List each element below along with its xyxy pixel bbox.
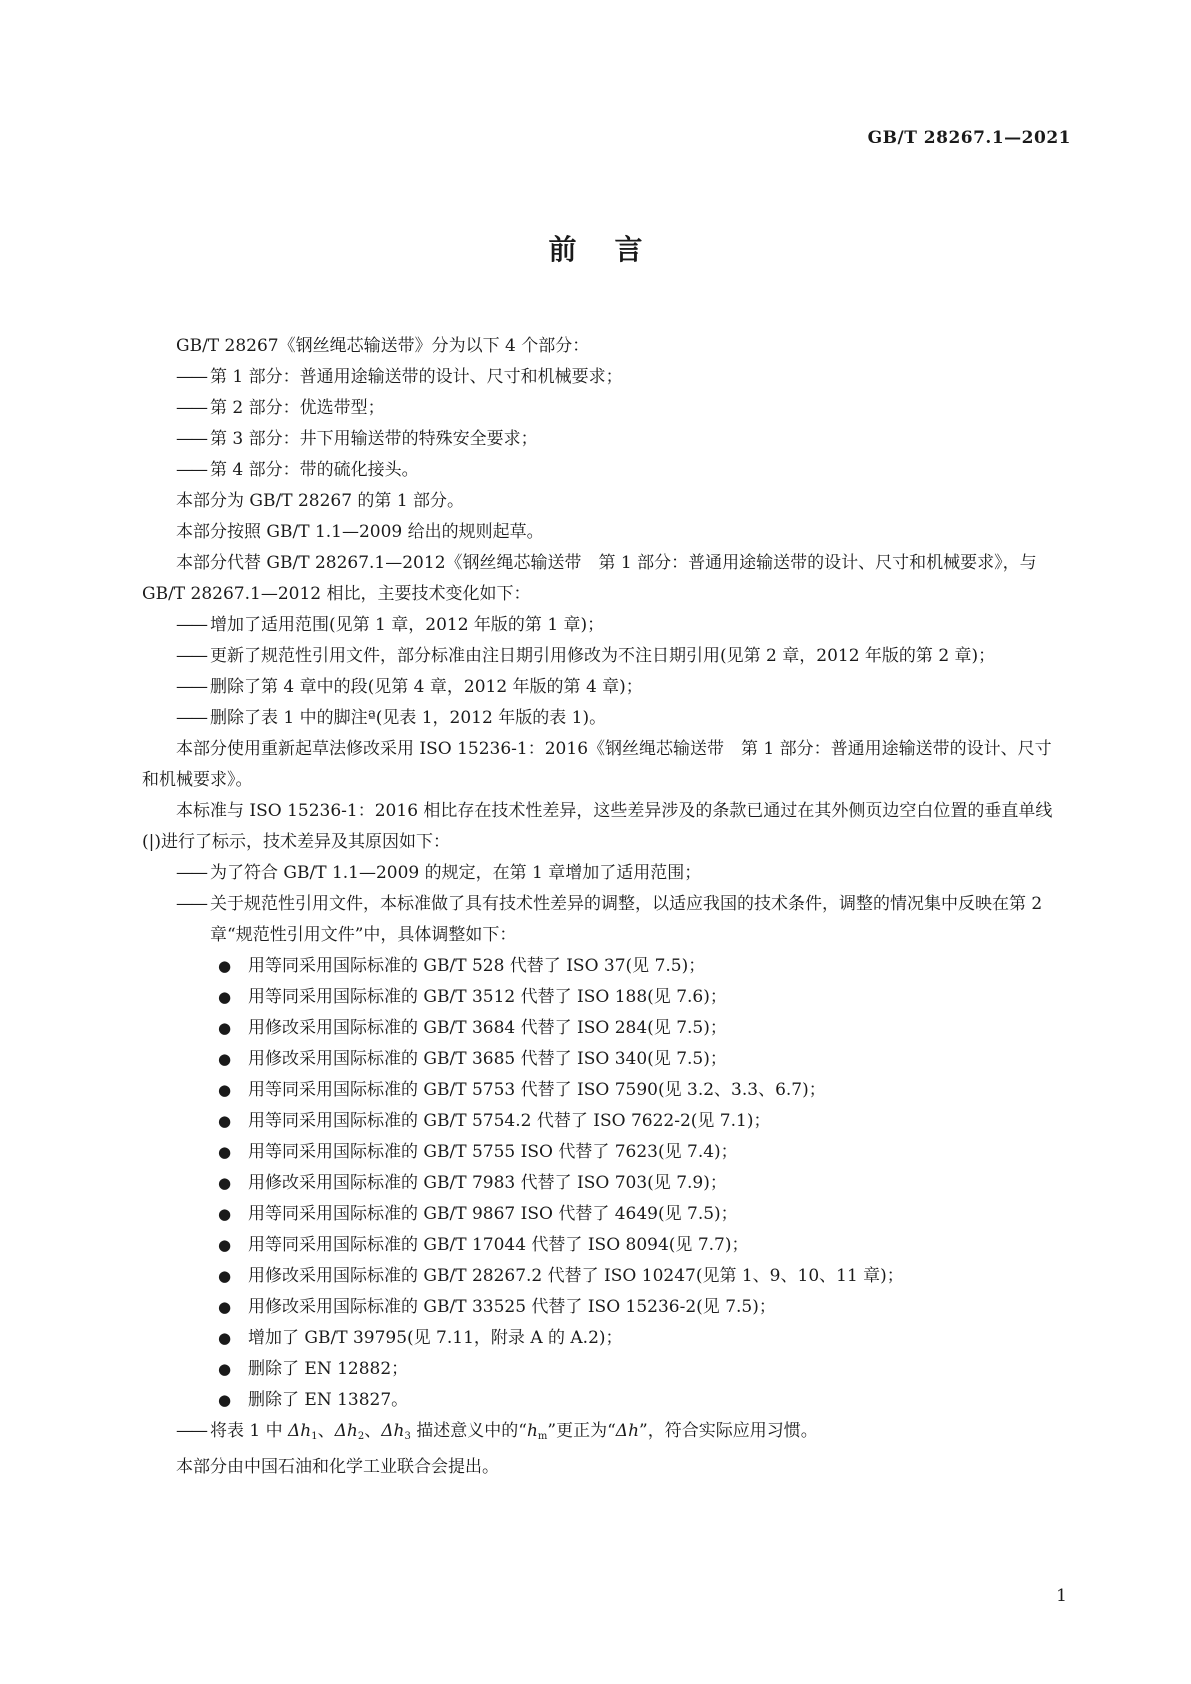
list-item: —— 第 1 部分：普通用途输送带的设计、尺寸和机械要求； <box>176 362 1058 393</box>
bullet-item: ● 用修改采用国际标准的 GB/T 33525 代替了 ISO 15236-2(见 7.5)； <box>218 1292 1058 1323</box>
list-item: —— 更新了规范性引用文件，部分标准由注日期引用修改为不注日期引用(见第 2 章，2012 年版的第 2 章)； <box>176 641 1058 672</box>
paragraph: 本标准与 ISO 15236-1：2016 相比存在技术性差异，这些差异涉及的条款已通过在其外侧页边空白位置的垂直单线(|)进行了标示，技术差异及其原因如下： <box>142 801 1053 852</box>
paragraph: 本部分按照 GB/T 1.1—2009 给出的规则起草。 <box>176 522 544 542</box>
list-item: —— 删除了第 4 章中的段(见第 4 章，2012 年版的第 4 章)； <box>176 672 1058 703</box>
bullet-item: ● 用修改采用国际标准的 GB/T 28267.2 代替了 ISO 10247(见第 1、9、10、11 章)； <box>218 1261 1058 1292</box>
paragraph: 本部分使用重新起草法修改采用 ISO 15236-1：2016《钢丝绳芯输送带 第 1 部分：普通用途输送带的设计、尺寸和机械要求》。 <box>142 739 1052 790</box>
list-item: —— 增加了适用范围(见第 1 章，2012 年版的第 1 章)； <box>176 610 1058 641</box>
bullet-item: ● 用等同采用国际标准的 GB/T 5753 代替了 ISO 7590(见 3.2、3.3、6.7)； <box>218 1075 1058 1106</box>
list-item: —— 删除了表 1 中的脚注ª(见表 1，2012 年版的表 1)。 <box>176 703 1058 734</box>
bullet-item: ● 用等同采用国际标准的 GB/T 3512 代替了 ISO 188(见 7.6)； <box>218 982 1058 1013</box>
bullet-item: ● 用修改采用国际标准的 GB/T 3684 代替了 ISO 284(见 7.5)； <box>218 1013 1058 1044</box>
list-item: —— 第 4 部分：带的硫化接头。 <box>176 455 1058 486</box>
list-item: —— 第 2 部分：优选带型； <box>176 393 1058 424</box>
list-item: —— 将表 1 中 $\Delta h_1$、$\Delta h_2$、$\Delta h_3$ 描述意义中的“$h_m$”更正为“Δh”，符合实际应用习惯。 <box>176 1416 1058 1452</box>
page-title: 前言 <box>548 233 681 266</box>
standard-code: GB/T 28267.1—2021 <box>867 128 1071 148</box>
page-number: 1 <box>1056 1586 1067 1606</box>
paragraph: GB/T 28267《钢丝绳芯输送带》分为以下 4 个部分： <box>176 336 590 356</box>
foreword-body <box>142 331 1058 1483</box>
bullet-item: ● 增加了 GB/T 39795(见 7.11，附录 A 的 A.2)； <box>218 1323 1058 1354</box>
paragraph: 本部分由中国石油和化学工业联合会提出。 <box>176 1457 499 1477</box>
bullet-item: ● 用修改采用国际标准的 GB/T 7983 代替了 ISO 703(见 7.9)； <box>218 1168 1058 1199</box>
bullet-item: ● 删除了 EN 13827。 <box>218 1385 1058 1416</box>
paragraph: 本部分代替 GB/T 28267.1—2012《钢丝绳芯输送带 第 1 部分：普通用途输送带的设计、尺寸和机械要求》，与 GB/T 28267.1—2012 相比，主要技术变化如下： <box>142 553 1037 604</box>
list-item: —— 第 3 部分：井下用输送带的特殊安全要求； <box>176 424 1058 455</box>
list-item: —— 关于规范性引用文件，本标准做了具有技术性差异的调整，以适应我国的技术条件，调整的情况集中反映在第 2 章“规范性引用文件”中，具体调整如下： <box>176 889 1058 951</box>
bullet-item: ● 用等同采用国际标准的 GB/T 528 代替了 ISO 37(见 7.5)； <box>218 951 1058 982</box>
bullet-item: ● 用修改采用国际标准的 GB/T 3685 代替了 ISO 340(见 7.5)； <box>218 1044 1058 1075</box>
list-item: —— 为了符合 GB/T 1.1—2009 的规定，在第 1 章增加了适用范围； <box>176 858 1058 889</box>
bullet-item: ● 用等同采用国际标准的 GB/T 17044 代替了 ISO 8094(见 7.7)； <box>218 1230 1058 1261</box>
paragraph: 本部分为 GB/T 28267 的第 1 部分。 <box>176 491 465 511</box>
bullet-item: ● 用等同采用国际标准的 GB/T 5754.2 代替了 ISO 7622-2(见 7.1)； <box>218 1106 1058 1137</box>
bullet-item: ● 删除了 EN 12882； <box>218 1354 1058 1385</box>
bullet-item: ● 用等同采用国际标准的 GB/T 5755 ISO 代替了 7623(见 7.4)； <box>218 1137 1058 1168</box>
bullet-item: ● 用等同采用国际标准的 GB/T 9867 ISO 代替了 4649(见 7.5)； <box>218 1199 1058 1230</box>
